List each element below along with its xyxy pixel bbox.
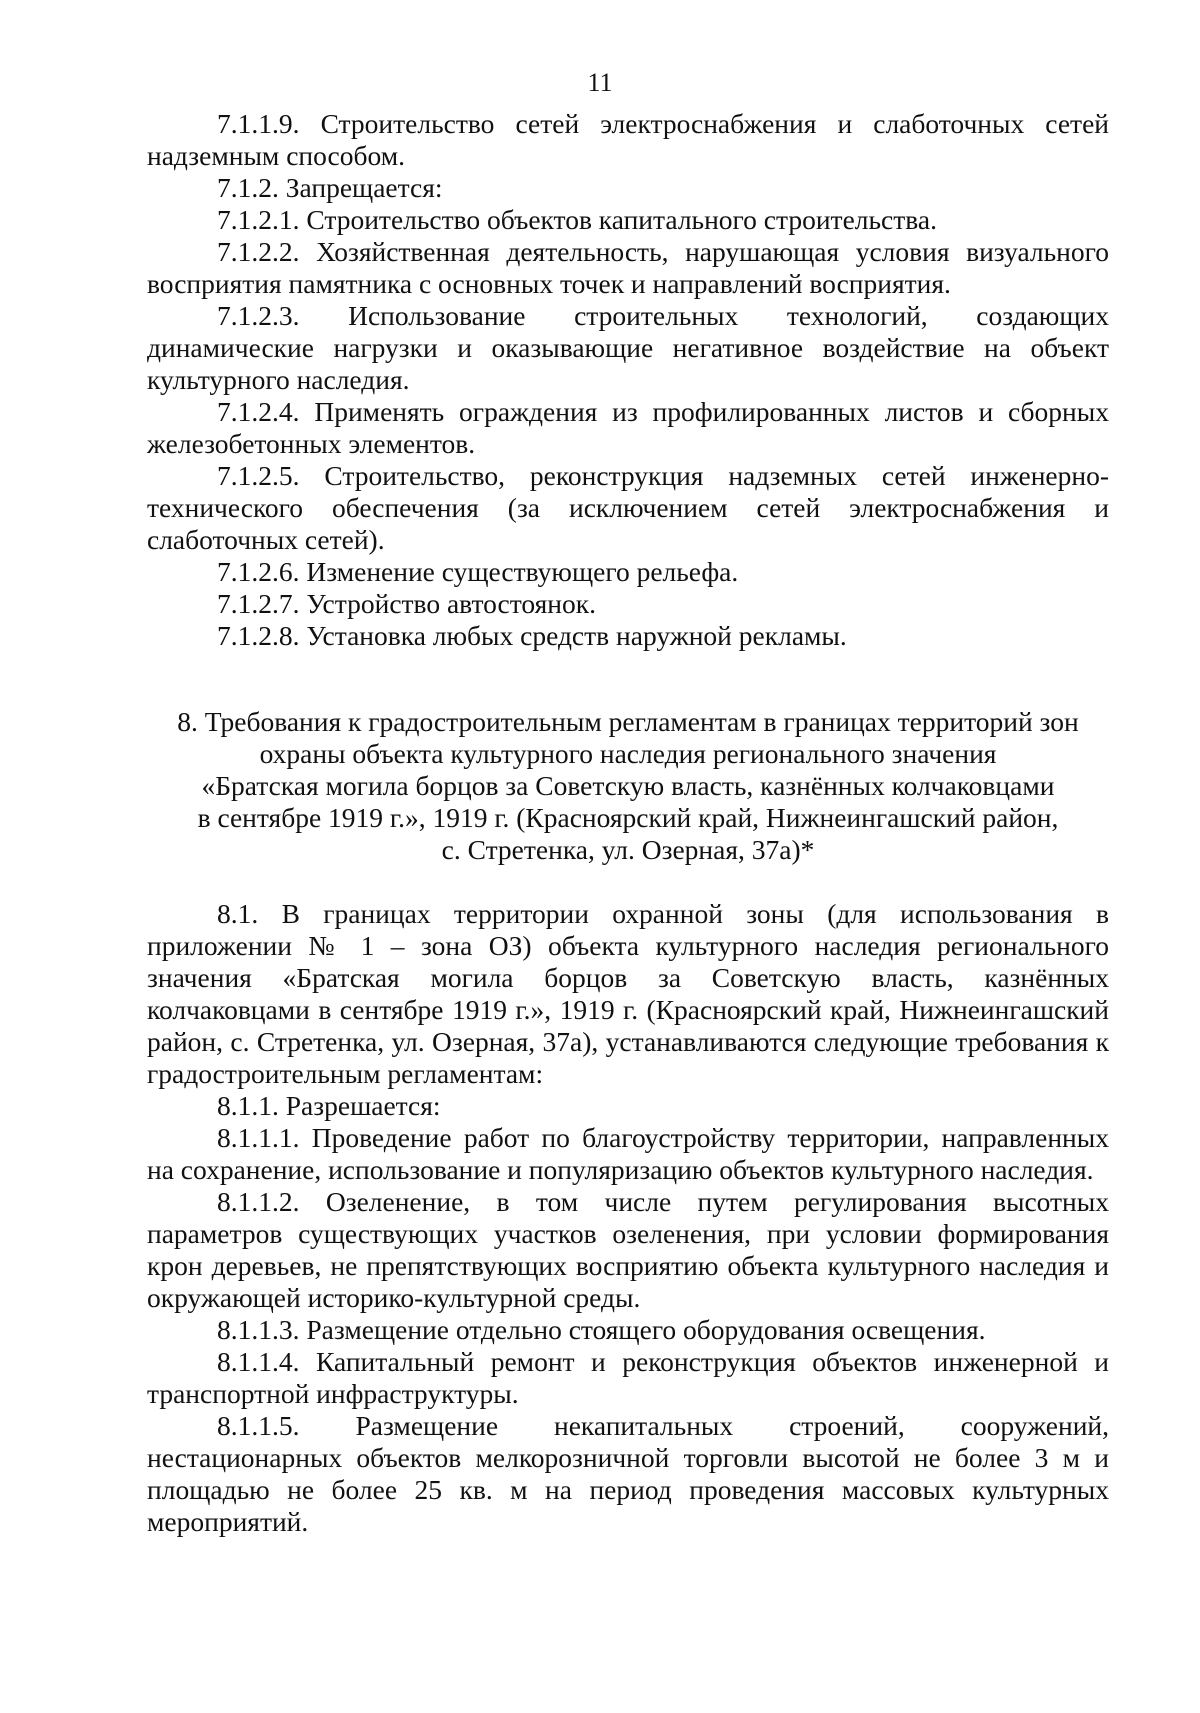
heading-line: охраны объекта культурного наследия регионального значения [259,738,997,769]
paragraph-7-1-2-2: 7.1.2.2. Хозяйственная деятельность, нарушающая условия визуального восприятия памятника с основных точек и направлений восприятия. [147,236,1109,299]
paragraph-8-1-1: 8.1.1. Разрешается: [217,1090,441,1121]
paragraph-8-1-1-5: 8.1.1.5. Размещение некапитальных строений, сооружений, нестационарных объектов мелкорозничной торговли высотой не более 3 м и площадью не более 25 кв. м на период проведения массовых культурных мероприятий. [147,1410,1109,1537]
paragraph-7-1-2-6: 7.1.2.6. Изменение существующего рельефа. [217,556,739,587]
heading-line: «Братская могила борцов за Советскую власть, казнённых колчаковцами [201,770,1055,801]
paragraph-8-1-1-1: 8.1.1.1. Проведение работ по благоустройству территории, направленных на сохранение, использование и популяризацию объектов культурного наследия. [147,1122,1109,1185]
paragraph-7-1-2: 7.1.2. Запрещается: [217,172,443,203]
section-8-block [147,898,1109,1538]
paragraph-8-1: 8.1. В границах территории охранной зоны (для использования в приложении № 1 – зона ОЗ) объекта культурного наследия регионального значения «Братская могила борцов за Советскую власть, казнённых колчаковцами в сентябре 1919 г.», 1919 г. (Красноярский край, Нижнеингашский район, с. Стретенка, ул. Озерная, 37а), устанавливаются следующие требования к градостроительным регламентам: [147,898,1109,1089]
heading-line: в сентябре 1919 г.», 1919 г. (Красноярский край, Нижнеингашский район, [197,802,1059,833]
paragraph-7-1-2-3: 7.1.2.3. Использование строительных технологий, создающих динамические нагрузки и оказывающие негативное воздействие на объект культурного наследия. [147,300,1109,395]
section-7-block [147,108,1109,652]
paragraph-8-1-1-2: 8.1.1.2. Озеленение, в том числе путем регулирования высотных параметров существующих участков озеленения, при условии формирования крон деревьев, не препятствующих восприятию объекта культурного наследия и окружающей историко-культурной среды. [147,1186,1109,1313]
section-8-heading [147,706,1109,866]
heading-line: с. Стретенка, ул. Озерная, 37а)* [441,834,815,865]
paragraph-7-1-2-8: 7.1.2.8. Установка любых средств наружной рекламы. [217,620,847,651]
paragraph-7-1-2-4: 7.1.2.4. Применять ограждения из профилированных листов и сборных железобетонных элементов. [147,396,1109,459]
paragraph-8-1-1-3: 8.1.1.3. Размещение отдельно стоящего оборудования освещения. [217,1314,986,1345]
page-number: 11 [587,68,613,97]
paragraph-7-1-2-5: 7.1.2.5. Строительство, реконструкция надземных сетей инженерно-технического обеспечения (за исключением сетей электроснабжения и слаботочных сетей). [147,460,1109,555]
heading-line: 8. Требования к градостроительным регламентам в границах территорий зон [177,706,1079,737]
paragraph-7-1-2-7: 7.1.2.7. Устройство автостоянок. [217,588,596,619]
paragraph-7-1-2-1: 7.1.2.1. Строительство объектов капитального строительства. [217,204,937,235]
paragraph-8-1-1-4: 8.1.1.4. Капитальный ремонт и реконструкция объектов инженерной и транспортной инфраструктуры. [147,1346,1109,1409]
paragraph-7-1-1-9: 7.1.1.9. Строительство сетей электроснабжения и слаботочных сетей надземным способом. [147,108,1109,171]
